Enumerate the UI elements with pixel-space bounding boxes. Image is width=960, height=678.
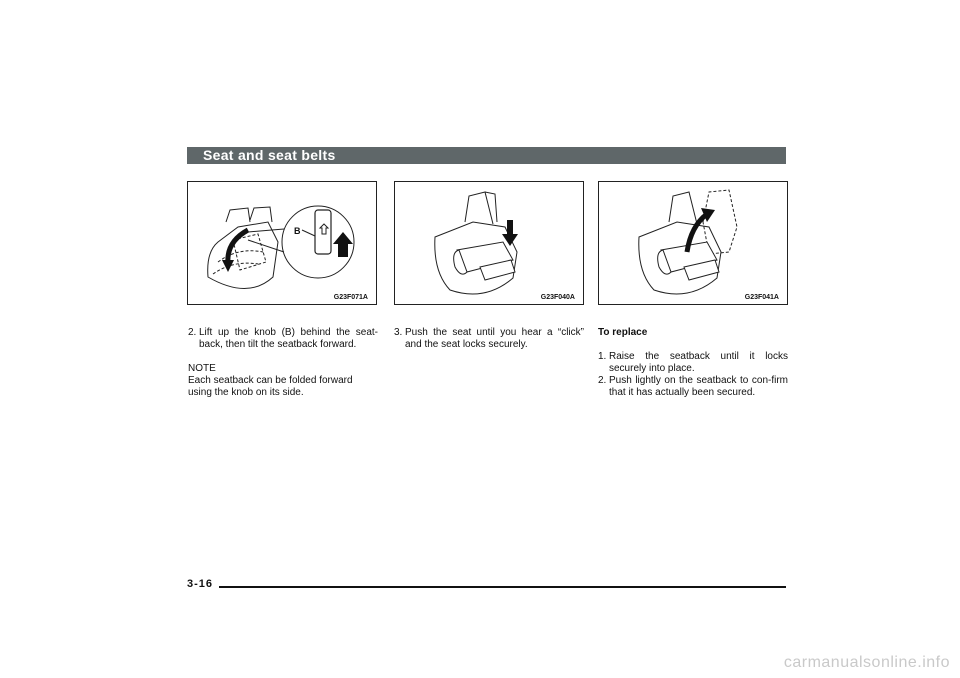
note-text: Each seatback can be folded forward using the knob on its side. [188, 375, 353, 398]
instruction-step [598, 351, 788, 375]
note-label: NOTE [188, 363, 216, 374]
figure-push-seat [394, 181, 584, 305]
figure-code: G23F040A [540, 294, 575, 301]
footer-rule [219, 586, 786, 588]
step-text: Raise the seatback until it locks securely into place. [609, 351, 788, 374]
figure-raise-seatback [598, 181, 788, 305]
knob-label: B [294, 226, 301, 236]
figure-fold-seatback [187, 181, 377, 305]
text-column-1 [188, 327, 378, 399]
step-number: 2. [598, 375, 607, 386]
step-text: Push the seat until you hear a “click” and the seat locks securely. [405, 327, 584, 350]
step-number: 2. [188, 327, 197, 338]
instruction-step [598, 375, 788, 399]
page-number: 3-16 [187, 578, 214, 590]
instruction-step [394, 327, 584, 351]
instruction-step [188, 327, 378, 351]
step-number: 1. [598, 351, 607, 362]
figure-code: G23F071A [333, 294, 368, 301]
section-header-bar [187, 147, 786, 164]
text-column-3 [598, 327, 788, 399]
step-text: Lift up the knob (B) behind the seat-back, then tilt the seatback forward. [199, 327, 378, 350]
text-column-2 [394, 327, 584, 351]
step-text: Push lightly on the seatback to con-firm that it has actually been secured. [609, 375, 788, 398]
seat-raise-illustration [599, 182, 787, 304]
watermark: carmanualsonline.info [783, 654, 950, 671]
seat-fold-illustration [188, 182, 376, 304]
section-heading: To replace [598, 327, 648, 338]
seat-push-illustration [395, 182, 583, 304]
section-title: Seat and seat belts [203, 147, 336, 163]
step-number: 3. [394, 327, 403, 338]
figure-code: G23F041A [744, 294, 779, 301]
